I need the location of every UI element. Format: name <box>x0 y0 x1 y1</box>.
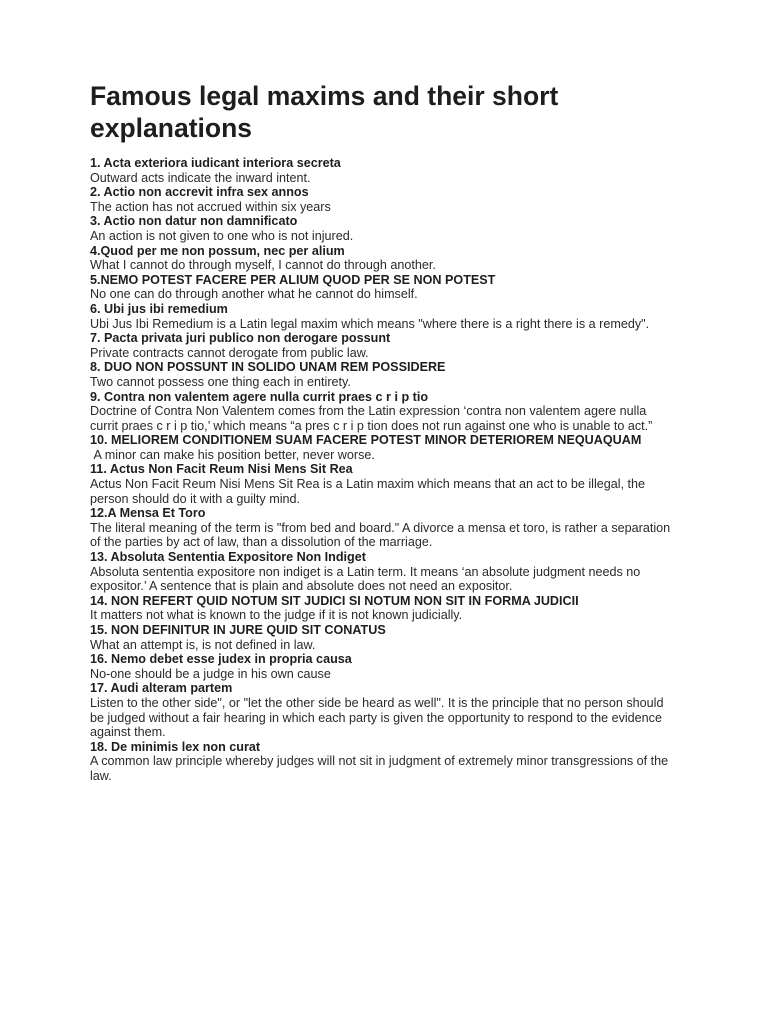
maxim-entry <box>90 156 676 185</box>
maxim-explanation: The action has not accrued within six years <box>90 199 331 214</box>
maxim-heading: 3. Actio non datur non damnificato <box>90 214 298 229</box>
maxim-heading: 9. Contra non valentem agere nulla currit praes c r i p tio <box>90 389 429 404</box>
maxim-explanation: No one can do through another what he cannot do himself. <box>90 287 418 302</box>
maxim-explanation: Two cannot possess one thing each in entirety. <box>90 374 351 389</box>
maxim-heading: 17. Audi alteram partem <box>90 681 233 696</box>
maxim-explanation: It matters not what is known to the judge if it is not known judicially. <box>90 608 463 623</box>
document-title: Famous legal maxims and their short explanations <box>90 81 559 143</box>
maxim-heading: 5.NEMO POTEST FACERE PER ALIUM QUOD PER SE NON POTEST <box>90 272 496 287</box>
maxim-entry <box>90 681 676 739</box>
maxim-entry <box>90 740 676 784</box>
maxim-heading: 14. NON REFERT QUID NOTUM SIT JUDICI SI NOTUM NON SIT IN FORMA JUDICII <box>90 593 579 608</box>
maxim-entry <box>90 302 676 331</box>
maxim-explanation: Ubi Jus Ibi Remedium is a Latin legal maxim which means "where there is a right there is a remedy". <box>90 316 650 331</box>
maxim-entry <box>90 623 676 652</box>
maxim-explanation: A common law principle whereby judges will not sit in judgment of extremely minor transgressions of the law. <box>90 754 672 783</box>
maxim-heading: 18. De minimis lex non curat <box>90 739 261 754</box>
maxim-heading: 7. Pacta privata juri publico non derogare possunt <box>90 331 391 346</box>
maxim-explanation: A minor can make his position better, never worse. <box>90 447 375 462</box>
maxim-entry <box>90 331 676 360</box>
maxim-explanation: What I cannot do through myself, I cannot do through another. <box>90 258 436 273</box>
maxim-heading: 1. Acta exteriora iudicant interiora secreta <box>90 156 341 170</box>
maxim-heading: 6. Ubi jus ibi remedium <box>90 301 228 316</box>
maxim-list <box>90 156 676 784</box>
maxim-explanation: An action is not given to one who is not injured. <box>90 228 354 243</box>
maxim-heading: 13. Absoluta Sententia Expositore Non Indiget <box>90 550 366 565</box>
maxim-explanation: The literal meaning of the term is "from bed and board." A divorce a mensa et toro, is rather a separation of the parties by act of law, than a dissolution of the marriage. <box>90 520 674 550</box>
maxim-heading: 11. Actus Non Facit Reum Nisi Mens Sit Rea <box>90 462 353 477</box>
maxim-heading: 2. Actio non accrevit infra sex annos <box>90 185 309 200</box>
maxim-heading: 10. MELIOREM CONDITIONEM SUAM FACERE POTEST MINOR DETERIOREM NEQUAQUAM <box>90 433 642 448</box>
maxim-entry <box>90 550 676 594</box>
maxim-entry <box>90 506 676 550</box>
maxim-entry <box>90 244 676 273</box>
maxim-entry <box>90 462 676 506</box>
maxim-entry <box>90 390 676 434</box>
maxim-entry <box>90 433 676 462</box>
maxim-explanation: Actus Non Facit Reum Nisi Mens Sit Rea is a Latin maxim which means that an act to be illegal, the person should do it with a guilty mind. <box>90 477 649 506</box>
maxim-explanation: What an attempt is, is not defined in law. <box>90 637 316 652</box>
maxim-heading: 8. DUO NON POSSUNT IN SOLIDO UNAM REM POSSIDERE <box>90 360 446 375</box>
maxim-heading: 15. NON DEFINITUR IN JURE QUID SIT CONATUS <box>90 623 386 637</box>
maxim-explanation: Private contracts cannot derogate from public law. <box>90 345 369 360</box>
document-content <box>90 80 676 784</box>
maxim-explanation: No-one should be a judge in his own cause <box>90 666 331 681</box>
maxim-entry <box>90 185 676 214</box>
maxim-entry <box>90 594 676 623</box>
maxim-entry <box>90 214 676 243</box>
maxim-heading: 12.A Mensa Et Toro <box>90 506 206 521</box>
maxim-explanation: Outward acts indicate the inward intent. <box>90 170 311 185</box>
maxim-heading: 16. Nemo debet esse judex in propria causa <box>90 652 352 667</box>
maxim-entry <box>90 273 676 302</box>
maxim-explanation: Doctrine of Contra Non Valentem comes from the Latin expression ‘contra non valentem agere nulla currit praes c r i p tio,’ which means “a pres c r i p tion does not run against one who is unable to act.” <box>90 404 653 433</box>
maxim-explanation: Listen to the other side", or "let the other side be heard as well". It is the principle that no person should be judged without a fair hearing in which each party is given the opportunity to respond to the evidence against them. <box>90 695 667 740</box>
maxim-entry <box>90 360 676 389</box>
maxim-heading: 4.Quod per me non possum, nec per alium <box>90 243 345 258</box>
maxim-explanation: Absoluta sententia expositore non indiget is a Latin term. It means ‘an absolute judgment needs no expositor.’ A sentence that is plain and absolute does not need an expositor. <box>90 564 644 594</box>
maxim-entry <box>90 652 676 681</box>
